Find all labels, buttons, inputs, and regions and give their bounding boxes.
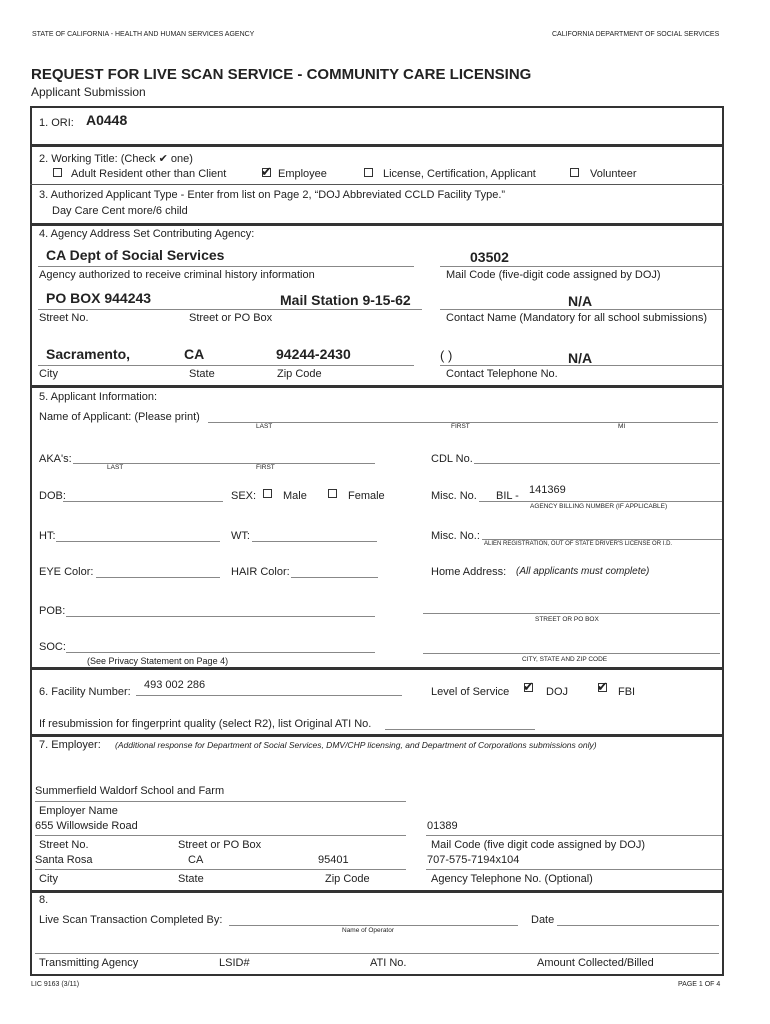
last-caption: LAST [256,423,273,430]
state-caption: State [189,368,215,380]
operator-caption: Name of Operator [342,927,395,934]
contact-name-caption: Contact Name (Mandatory for all school submissions) [446,312,708,324]
male-checkbox[interactable] [263,489,272,498]
applicant-info-label: 5. Applicant Information: [39,391,158,403]
adult-resident-label: Adult Resident other than Client [71,168,227,180]
applicant-type-value[interactable]: Day Care Cent more/6 child [52,205,188,217]
city-state-zip-caption: CITY, STATE AND ZIP CODE [522,656,608,663]
employer-note: (Additional response for Department of Social Services, DMV/CHP licensing, and Department of Corporations submissions only) [115,740,597,750]
zip-value[interactable]: 94244-2430 [276,346,351,362]
height-label: HT: [39,530,56,542]
male-label: Male [283,490,307,502]
employer-zip-caption: Zip Code [325,873,370,885]
employer-name-caption: Employer Name [39,805,118,817]
page-number: PAGE 1 OF 4 [678,981,721,988]
mi-caption: MI [618,423,626,430]
employer-city-caption: City [39,873,58,885]
soc-label: SOC: [39,641,66,653]
level-of-service-label: Level of Service [431,686,510,698]
privacy-note[interactable]: (See Privacy Statement on Page 4) [87,656,229,666]
zip-caption: Zip Code [277,368,322,380]
agency-caption: Agency authorized to receive criminal history information [39,269,315,281]
form-number: LIC 9163 (3/11) [31,981,80,988]
pob-label: POB: [39,605,66,617]
license-checkbox[interactable] [364,168,373,177]
employer-state-caption: State [178,873,204,885]
dob-label: DOB: [39,490,66,502]
female-label: Female [348,490,385,502]
employer-label: 7. Employer: [39,739,101,751]
facility-number-value[interactable]: 493 002 286 [144,679,206,691]
employer-zip-value[interactable]: 95401 [318,854,349,866]
contact-name-value[interactable]: N/A [568,293,593,309]
aka-last-caption: LAST [107,464,124,471]
phone-value[interactable]: N/A [568,350,593,366]
phone-paren: ( ) [440,348,453,363]
cdl-label: CDL No. [431,453,473,465]
transmitting-agency-caption: Transmitting Agency [39,957,139,969]
doj-label: DOJ [546,686,568,698]
adult-resident-checkbox[interactable] [53,168,62,177]
employer-phone-value[interactable]: 707-575-7194x104 [427,854,520,866]
agency-name-value[interactable]: CA Dept of Social Services [46,247,225,263]
volunteer-checkbox[interactable] [570,168,579,177]
applicant-name-label: Name of Applicant: (Please print) [39,411,200,423]
form-subtitle: Applicant Submission [31,85,146,99]
working-title-label: 2. Working Title: (Check ✔ one) [39,153,193,165]
volunteer-label: Volunteer [590,168,637,180]
hair-color-label: HAIR Color: [231,566,290,578]
weight-label: WT: [231,530,250,542]
sex-label: SEX: [231,490,257,502]
street-value[interactable]: PO BOX 944243 [46,290,152,306]
home-address-note: (All applicants must complete) [516,566,650,577]
street-po-caption: STREET OR PO BOX [535,616,599,623]
misc1-value[interactable]: 141369 [529,484,566,496]
akas-label: AKA's: [39,453,72,465]
city-value[interactable]: Sacramento, [46,346,131,362]
ori-value[interactable]: A0448 [86,112,128,128]
resubmission-label: If resubmission for fingerprint quality (select R2), list Original ATI No. [39,718,372,730]
employer-street2-caption: Street or PO Box [178,839,262,851]
female-checkbox[interactable] [328,489,337,498]
misc1-label: Misc. No. [431,490,477,502]
employer-street-caption: Street No. [39,839,89,851]
eye-color-label: EYE Color: [39,566,94,578]
form-title: REQUEST FOR LIVE SCAN SERVICE - COMMUNITY CARE LICENSING [31,66,532,83]
street2-value[interactable]: Mail Station 9-15-62 [280,292,411,308]
section-1-box [30,106,724,146]
facility-number-label: 6. Facility Number: [39,686,131,698]
amount-caption: Amount Collected/Billed [537,957,654,969]
agency-address-label: 4. Agency Address Set Contributing Agency: [39,228,255,240]
misc1-prefix: BIL - [496,490,519,502]
doj-check-icon: ✔ [523,679,534,694]
alien-registration-caption: ALIEN REGISTRATION, OUT OF STATE DRIVER'S LICENSE OR I.D. [484,541,673,547]
street2-caption: Street or PO Box [189,312,273,324]
fbi-label: FBI [618,686,636,698]
lsid-caption: LSID# [219,957,250,969]
employer-state-value[interactable]: CA [188,854,204,866]
completed-by-label: Live Scan Transaction Completed By: [39,914,223,926]
employee-label: Employee [278,168,327,180]
ati-caption: ATI No. [370,957,407,969]
applicant-type-label: 3. Authorized Applicant Type - Enter from list on Page 2, “DOJ Abbreviated CCLD Facility Type.” [39,189,506,201]
employee-check-icon: ✔ [261,164,272,179]
agency-header: STATE OF CALIFORNIA - HEALTH AND HUMAN SERVICES AGENCY [32,31,255,38]
employer-mailcode-value[interactable]: 01389 [427,820,458,832]
employer-phone-caption: Agency Telephone No. (Optional) [431,873,593,885]
aka-first-caption: FIRST [256,464,275,471]
state-value[interactable]: CA [184,346,205,362]
billing-number-caption: AGENCY BILLING NUMBER (IF APPLICABLE) [530,503,668,510]
section-8-label: 8. [39,894,49,906]
fbi-check-icon: ✔ [597,679,608,694]
misc2-label: Misc. No.: [431,530,480,542]
employer-city-value[interactable]: Santa Rosa [35,854,93,866]
home-address-label: Home Address: [431,566,507,578]
employer-name-value[interactable]: Summerfield Waldorf School and Farm [35,785,225,797]
ori-label: 1. ORI: [39,117,74,129]
phone-caption: Contact Telephone No. [446,368,558,380]
license-label: License, Certification, Applicant [383,168,536,180]
department-header: CALIFORNIA DEPARTMENT OF SOCIAL SERVICES [552,31,720,38]
city-caption: City [39,368,58,380]
street-caption: Street No. [39,312,89,324]
employer-street-value[interactable]: 655 Willowside Road [35,820,138,832]
date-label: Date [531,914,555,926]
mail-code-caption: Mail Code (five-digit code assigned by DOJ) [446,269,661,281]
first-caption: FIRST [451,423,470,430]
mail-code-value[interactable]: 03502 [470,249,509,265]
employer-mailcode-caption: Mail Code (five digit code assigned by DOJ) [431,839,645,851]
